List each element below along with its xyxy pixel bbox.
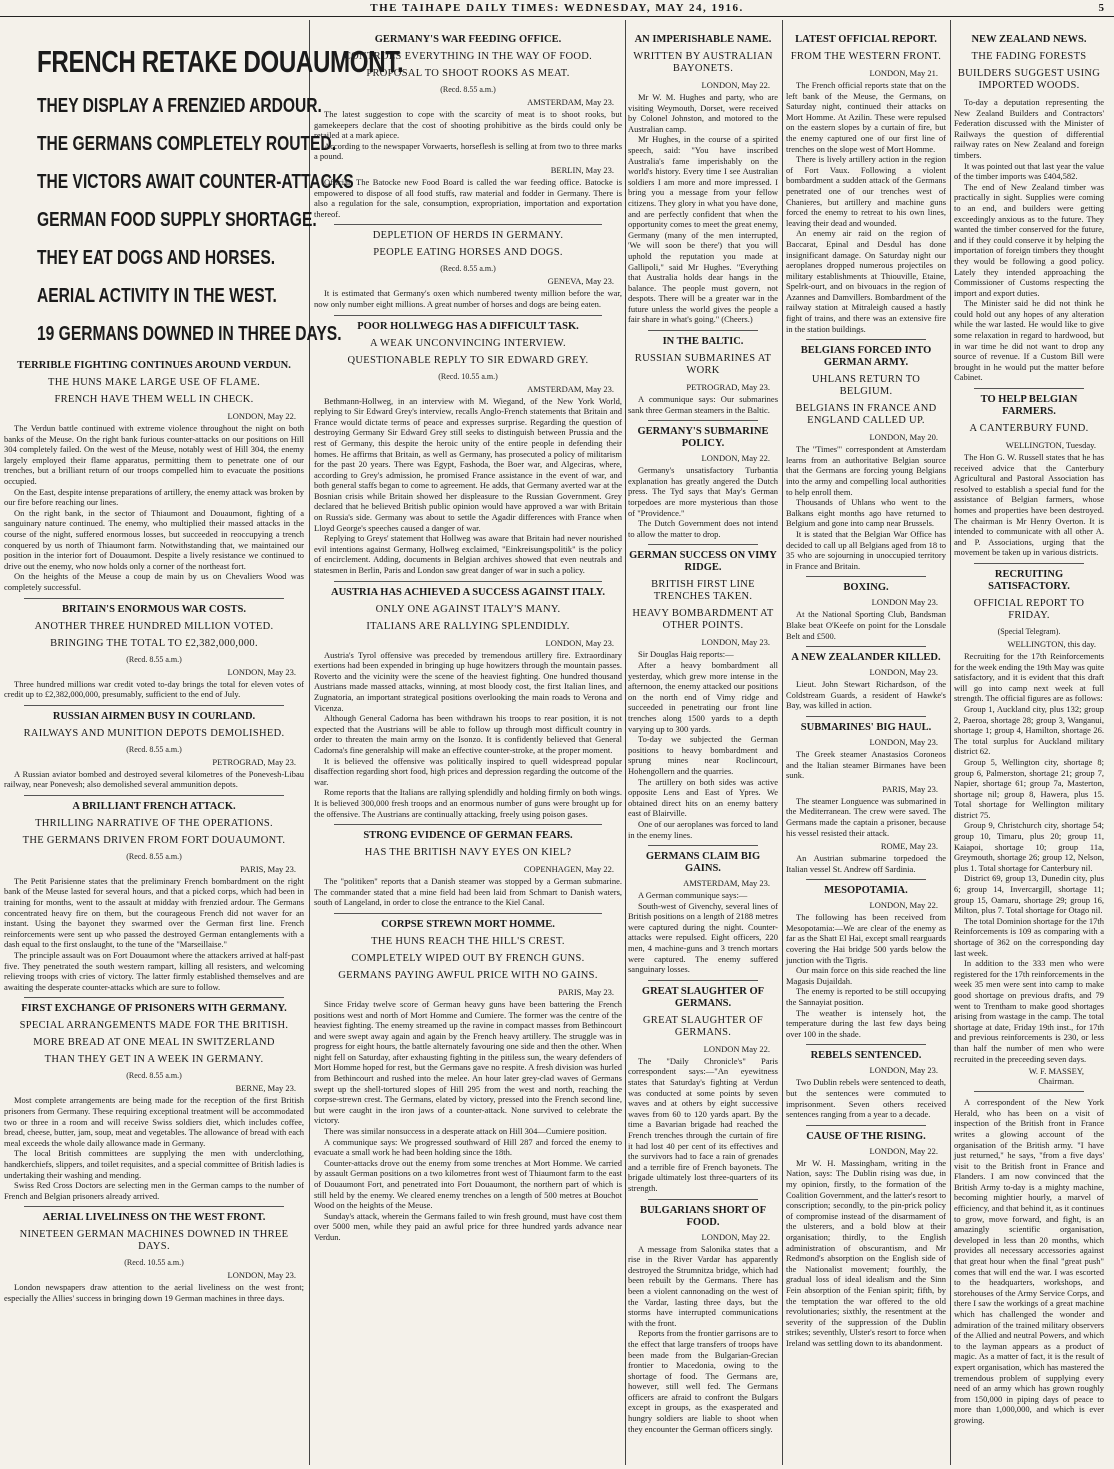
dateline: LONDON, May 22. bbox=[701, 453, 770, 464]
paragraph: The Dutch Government does not intend to allow the matter to drop. bbox=[628, 518, 778, 539]
article-headline: BOXING. bbox=[843, 582, 889, 594]
paragraph: A Russian aviator bombed and destroyed several kilometres of the Ponevesh-Libau railway, near Ponevesh; also demolished several ammunition depots. bbox=[4, 768, 304, 790]
article-headline: FIRST EXCHANGE OF PRISONERS WITH GERMANY. bbox=[21, 1003, 287, 1015]
paragraph: It was pointed out that last year the value of the timber imports was £404,582. bbox=[954, 160, 1104, 182]
received-time: (Recd. 8.55 a.m.) bbox=[440, 264, 496, 274]
paragraph: On the East, despite intense preparations of artillery, the enemy attack was broken by our fire before reaching our lines. bbox=[4, 486, 304, 508]
article-headline: TERRIBLE FIGHTING CONTINUES AROUND VERDUN. bbox=[17, 360, 291, 371]
article-headline: AN IMPERISHABLE NAME. bbox=[634, 34, 772, 45]
paragraph: To-day we subjected the German positions to heavy bombardment and sprung mines near Roclincourt, Hohengollern and the quarries. bbox=[628, 734, 778, 776]
article-headline: A BRILLIANT FRENCH ATTACK. bbox=[72, 800, 236, 812]
headline-deck: GERMAN FOOD SUPPLY SHORTAGE. bbox=[37, 209, 317, 231]
article-headline: TO HELP BELGIAN FARMERS. bbox=[980, 394, 1078, 418]
paragraph: Mr W. H. Massingham, writing in the Nation, says: The Dublin rising was due, in my opinion, firstly, to the formation of the Coalition Government, and the latter's resort to conscription; secondly, to the pin-prick policy of compromise instead of the disarmament of the ulsterers, and a bold blow at their organisation; thirdly, to the English administration of obscurantism, and Mr Redmond's absorption on the English side of the Nationalist movement; fourthly, the gradual loss of ideal idealism and the Sinn Fein absorption of the Fenian spirit; fifth, by the temptation the war offered to the old revolutionaries; sixthly, the resentment at the severity of the suppression of the Dublin strikes; seventhly, Ulster's resort to force when Ireland was settling down to its abandonment. bbox=[786, 1157, 946, 1348]
article-headline: STRONG EVIDENCE OF GERMAN FEARS. bbox=[363, 830, 573, 842]
page-number: 5 bbox=[1098, 2, 1104, 14]
article-deck: BELGIANS IN FRANCE AND ENGLAND CALLED UP. bbox=[795, 403, 937, 427]
dateline: LONDON, May 23. bbox=[545, 637, 614, 648]
dateline: PETROGRAD, May 23. bbox=[212, 756, 296, 767]
article-mesopotamia bbox=[786, 885, 946, 1039]
paragraph: Recruiting for the 17th Reinforcements for the week ending the 19th May was quite satisfactory, and it is evident that this draft will go into camp next week at full strength. The official figures are as follows: bbox=[954, 650, 1104, 704]
dateline: LONDON, May 23. bbox=[869, 667, 938, 678]
article-headline: CORPSE STREWN MORT HOMME. bbox=[381, 918, 555, 930]
dateline: AMSTERDAM, May 23. bbox=[527, 97, 614, 107]
column-4 bbox=[786, 30, 946, 1460]
paragraph: The Greek steamer Anastasios Coroneos and the Italian steamer Birmanes have been sunk. bbox=[786, 748, 946, 781]
paragraph: South-west of Givenchy, several lines of British positions on a length of 2188 metres were captured during the night. Counter-attacks were repulsed. Eight officers, 220 men, 4 machine-guns and 3 trench mortars were captured. The enemy suffered sanguinary losses. bbox=[628, 900, 778, 975]
divider bbox=[806, 339, 926, 340]
paragraph: A message from Salonika states that a rise in the River Vardar has apparently destroyed the Strumnitza bridge, which had been rebuilt by the Germans. There has been a violent cannonading on the west of the Vardar, lasting three days, but the storms have interrupted communications with the front. bbox=[628, 1243, 778, 1328]
article-headline: GERMANY'S WAR FEEDING OFFICE. bbox=[374, 34, 562, 45]
received-time: (Recd. 10.55 a.m.) bbox=[124, 1258, 184, 1268]
article-deck: HAS THE BRITISH NAVY EYES ON KIEL? bbox=[364, 847, 572, 859]
divider bbox=[648, 980, 758, 981]
paragraph: Mr W. M. Hughes and party, who are visiting Weymouth, Dorset, were received by Colonel Johnston, and motored to the Australian camp. bbox=[628, 92, 778, 134]
article-deck: THRILLING NARRATIVE OF THE OPERATIONS. bbox=[35, 817, 273, 829]
article-french-attack bbox=[4, 801, 304, 993]
received-time: (Recd. 10.55 a.m.) bbox=[438, 371, 498, 381]
article-deck: UHLANS RETURN TO BELGIUM. bbox=[811, 374, 921, 398]
article-headline: CAUSE OF THE RISING. bbox=[806, 1130, 926, 1142]
paragraph: Reports from the frontier garrisons are to the effect that large transfers of troops have been made from the Bulgarian-Grecian frontier to Macedonia, owing to the shortage of food. The Germans are, however, still well fed. The Germans officers are afraid to confront the Bulgars except in groups, as the exasperated and hungry soldiers are liable to shoot when they encounter the German officers singly. bbox=[628, 1328, 778, 1434]
paragraph: The end of New Zealand timber was practically in sight. Supplies were coming to an end, and builders were getting exceedingly anxious as to the future. They wanted the timber conserved for the future, and if they could conserve it by helping the importation of foreign timbers they thought they would be following a good policy. Lately they intended approaching the Commissioner of Customs respecting the import and export duties. bbox=[954, 181, 1104, 298]
paragraph: It is believed the offensive was politically inspired to quell widespread popular disaffection regarding short food, high prices and depression regarding the outcome of the war. bbox=[314, 755, 622, 787]
article-headline: GERMAN SUCCESS ON VIMY RIDGE. bbox=[629, 550, 777, 574]
divider bbox=[806, 576, 926, 577]
divider bbox=[334, 913, 602, 914]
article-war-costs bbox=[4, 604, 304, 700]
paragraph: It is estimated that Germany's oxen which numbered twenty million before the war, now only number eight millions. A great number of horses and dogs are being eaten. bbox=[314, 288, 622, 309]
article-bulgarians bbox=[628, 1205, 778, 1435]
headline-deck: THEY EAT DOGS AND HORSES. bbox=[37, 247, 276, 269]
paragraph: Group 5, Wellington city, shortage 8; group 6, Palmerston, shortage 21; group 7, Napier, shortage 61; group 7a, Masterton, shortage nil; group 8, Hawera, plus 15. Total shortage for Wellington military district 75. bbox=[954, 756, 1104, 820]
received-time: (Recd. 8.55 a.m.) bbox=[126, 744, 182, 754]
article-headline: RECRUITING SATISFACTORY. bbox=[988, 568, 1070, 592]
divider bbox=[24, 705, 284, 706]
paragraph: One of our aeroplanes was forced to land in the enemy lines. bbox=[628, 818, 778, 840]
masthead bbox=[0, 0, 1114, 17]
headline-deck: 19 GERMANS DOWNED IN THREE DAYS. bbox=[37, 323, 342, 345]
article-big-gains bbox=[628, 851, 778, 975]
paragraph: There is lively artillery action in the region of Fort Vaux. Following a violent bombardment a sudden attack of the Germans penetrated one of our trenches west of Chanieres, but artillery and machine guns forced the enemy to retreat to his own lines, leaving their dead and wounded. bbox=[786, 154, 946, 228]
article-nz-news bbox=[954, 34, 1104, 383]
paragraph: The "Times'" correspondent at Amsterdam learns from an authoritative Belgian source that the Germans are forcing young Belgians into the army and compelling local authorities to help enroll them. bbox=[786, 444, 946, 497]
divider bbox=[806, 1125, 926, 1126]
paragraph: There was similar nonsuccess in a desperate attack on Hill 304—Cumiere position. bbox=[324, 1126, 607, 1137]
article-deck: A CANTERBURY FUND. bbox=[969, 423, 1089, 435]
paragraph: The following has been received from Mesopotamia:—We are clear of the enemy as far as the Shatt El Hai, except small rearguards covering the Hai bridge 500 yards below the junction with the Tigris. bbox=[786, 912, 946, 965]
article-deck: RUSSIAN SUBMARINES AT WORK bbox=[634, 353, 772, 377]
signature-role: Chairman. bbox=[1038, 1076, 1074, 1087]
article-aerial bbox=[4, 1212, 304, 1303]
paragraph: District 69, group 13, Dunedin city, plus 6; group 14, Invercargill, shortage 11; group 15, Oamaru, shortage 29; group 16, Milton, plus 7. Total shortage for Otago nil. bbox=[954, 873, 1104, 916]
article-mort-homme bbox=[314, 919, 622, 1243]
dateline: LONDON, May 22. bbox=[701, 1231, 770, 1242]
article-deck: THE HUNS MAKE LARGE USE OF FLAME. bbox=[47, 377, 261, 388]
divider bbox=[24, 598, 284, 599]
newspaper-title: THE TAIHAPE DAILY TIMES: WEDNESDAY, MAY 24, 1916. bbox=[370, 2, 744, 14]
divider bbox=[806, 879, 926, 880]
article-kiel bbox=[314, 830, 622, 908]
article-hollwegg bbox=[314, 321, 622, 576]
article-headline: AUSTRIA HAS ACHIEVED A SUCCESS AGAINST ITALY. bbox=[331, 586, 605, 598]
article-headline: REBELS SENTENCED. bbox=[810, 1050, 922, 1062]
article-deck: HEAVY BOMBARDMENT AT OTHER POINTS. bbox=[632, 608, 774, 632]
paragraph: The French official reports state that on the left bank of the Meuse, the Germans, on Saturday night, continued their attacks on Mort Homme. At Azilin. These were repulsed on the eastern slopes by a curtain of fire, but the enemy captured one of our first line of trenches on the slope west of Mort Homme. bbox=[786, 80, 946, 154]
dateline: LONDON, May 23. bbox=[227, 666, 296, 677]
article-deck: FRENCH HAVE THEM WELL IN CHECK. bbox=[54, 394, 254, 405]
dateline: WELLINGTON, Tuesday. bbox=[1005, 440, 1096, 451]
paragraph: A communique says: Our submarines sank three German steamers in the Baltic. bbox=[628, 394, 778, 415]
article-deck: QUESTIONABLE REPLY TO SIR EDWARD GREY. bbox=[347, 354, 589, 366]
paragraph: Rome reports that the Italians are rallying splendidly and holding firmly on both wings. It is believed 300,000 fresh troops and an enormous number of guns were brought up for the offensive. The Austrians are continually attacking, freely using poison gases. bbox=[314, 787, 622, 819]
article-nzer-killed bbox=[786, 652, 946, 711]
paragraph: The artillery on both sides was active opposite Lens and East of Ypres. We obtained direct hits on an enemy battery east of Blairville. bbox=[628, 776, 778, 819]
article-belgian-farmers bbox=[954, 394, 1104, 558]
paragraph: Counter-attacks drove out the enemy from some trenches at Mort Homme. We carried by assault German positions on a two kilometres front west of Thiaumont farm to the east of Douaumont Fort, and penetrated into Fort Douaumont, the northern part of which is still held by the enemy. We cleared enemy trenches on a length of 500 metres at Bouchot Wood on the heights of the Meuse. bbox=[314, 1157, 622, 1211]
article-deck: SPECIAL ARRANGEMENTS MADE FOR THE BRITISH. bbox=[19, 1020, 289, 1032]
article-headline: IN THE BALTIC. bbox=[662, 336, 744, 348]
article-deck: THAN THEY GET IN A WEEK IN GERMANY. bbox=[44, 1054, 264, 1066]
paragraph: On the heights of the Meuse a coup de main by us on Chevaliers Wood was completely successful. bbox=[4, 571, 304, 592]
article-deck: BUILDERS SUGGEST USING IMPORTED WOODS. bbox=[957, 68, 1101, 91]
article-deck: A WEAK UNCONVINCING INTERVIEW. bbox=[370, 337, 566, 349]
paragraph: Official: The Batocke new Food Board is called the war feeding office. Batocke is empowered to dispose of all food stuffs, raw material and fodder in Germany. There is also a regulation for the sale, consumption, expropriation, importation and exportation thereof. bbox=[314, 176, 622, 219]
article-belgians bbox=[786, 345, 946, 571]
dateline: LONDON, May 22. bbox=[227, 411, 296, 421]
divider bbox=[334, 224, 602, 225]
divider bbox=[648, 1199, 758, 1200]
paragraph: Group 1, Auckland city, plus 132; group 2, Paeroa, shortage 28; group 3, Wanganui, shortage 1; group 4, Hamilton, shortage 26. The total surplus for Auckland military district 62. bbox=[954, 703, 1104, 757]
dateline: LONDON, May 23. bbox=[227, 1270, 296, 1281]
paragraph: A German communique says:— bbox=[638, 890, 748, 901]
column-2 bbox=[314, 30, 622, 1460]
article-deck: PEOPLE EATING HORSES AND DOGS. bbox=[373, 247, 563, 259]
received-time: (Recd. 8.55 a.m.) bbox=[126, 654, 182, 664]
article-verdun bbox=[4, 360, 304, 593]
paragraph: The principle assault was on Fort Douaumont where the attackers arrived at half-past five. They penetrated the south western rampart, killing all resisters, and welcoming relieving troops with cries of victory. The latter firmly established themselves and are awaiting the desperate counter-attacks which are sure to follow. bbox=[4, 950, 304, 992]
paragraph: Sunday's attack, wherein the Germans failed to win fresh ground, must have cost them over 5000 men, while they paid an awful price for three hundred yards advance near Verdun. bbox=[314, 1210, 622, 1242]
paragraph: Mr Hughes, in the course of a spirited speech, said: "You have inscribed Australia's fame imperishably on the world's history. Every time I see Australian soldiers I am more and more impressed. I bring you a message from your fellow citizens. They glory in what you have done, and are perfectly confident that when the opportunity comes to meet the great enemy, Germany (many of the men interrupted, 'We will soon be there') that you will uphold the reputation you made at Gallipoli," said Mr Hughes. "Everything that Australia holds dear hangs in the balance. The people must govern, not despots. There will be a greater war in the future unless the world gives the people a fair share in what's going." (Cheers.) bbox=[628, 134, 778, 325]
paragraph: The local British committees are supplying the men with underclothing, handkerchiefs, slippers, and toilet requisites, and a special committee of British ladies is undertaking their washing and mending. bbox=[4, 1148, 304, 1180]
paragraph: A correspondent of the New York Herald, who has been on a visit of inspection of the British front in France writes a glowing account of the organisation of the British army. "I have just returned," he says, "from a five days' visit to the British front in France and Flanders. I am now convinced that the British Army to-day is a mighty machine, becoming mightier hourly, a marvel of efficiency, and that behind it, as it continues to grow, move forward, and fight, is an amazingly scientific organisation, developed in less than 20 months, which provides all necessary accessories against that great hour when the final "great push" comes that will end the war. I was escorted to the headquarters, workshops, and storehouses of the Army Service Corps, and there I saw the workings of a great machine which has challenged the wonder and admiration of the trained military observers of the Allied and neutral Powers, and which to the layman appears as a product of magic. As a matter of fact, it is the result of expert organisation, which has mastered the tremendous problem of supplying every need of an army which has grown roughly from 150,000 in piping days of peace to more than 1,000,000, and which is ever growing. bbox=[954, 1097, 1104, 1425]
paragraph: At the National Sporting Club, Bandsman Blake beat O'Keefe on point for the Lonsdale Belt and £500. bbox=[786, 609, 946, 641]
article-boxing bbox=[786, 582, 946, 641]
paragraph: An Austrian submarine torpedoed the Italian vessel St. Andrew off Sardinia. bbox=[786, 853, 946, 874]
article-deck: DEPLETION OF HERDS IN GERMANY. bbox=[372, 230, 564, 242]
dateline: AMSTERDAM, May 23. bbox=[527, 383, 614, 394]
article-courland bbox=[4, 711, 304, 790]
divider bbox=[334, 581, 602, 582]
dateline: WELLINGTON, this day. bbox=[1007, 638, 1096, 649]
received-time: (Recd. 8.55 a.m.) bbox=[126, 1071, 182, 1081]
received-time: (Special Telegram). bbox=[997, 626, 1061, 636]
divider bbox=[974, 563, 1084, 564]
paragraph: The "politiken" reports that a Danish steamer was stopped by a German submarine. The commander stated that a mine field had been laid from Schmart to Danish waters, south of Langeland, in order to close the entrance to the Kiel Canal. bbox=[314, 876, 622, 908]
paragraph: Bethmann-Hollweg, in an interview with M. Wiegand, of the New York World, replying to Sir Edward Grey's interview, recalls Anglo-French statements that Britain and France would dictate terms of peace and expresses surprise. Regarding the question of destroying Germany Sir Edward Grey still seeks to distinguish between Prussia and the rest of Germany, this despite the heroic unity of the entire people in defending their homes. He affirms that Britain, as well as Germany, has prosecuted a policy of militarism for the past 20 years. There was Egypt, Fashoda, the Boer war, and Algeciras, where, according to Grey's admission, he promised France assistance in the event of war, and both general staffs began to come to agreement. He adds, that Germany averted war at the Bosnian crisis while Britain showed her displeasure to the Russian Government. Grey declared that he believed British public opinion would have approved a war with Britain on Russia's side. Germany was about to settle the Agadir differences with France when Lloyd George's speeches caused a danger of war. bbox=[314, 395, 622, 533]
article-deck: MORE BREAD AT ONE MEAL IN SWITZERLAND bbox=[33, 1037, 275, 1049]
dateline: BERNE, May 23. bbox=[235, 1083, 296, 1094]
received-time: (Recd. 8.55 a.m.) bbox=[440, 85, 496, 94]
article-vimy bbox=[628, 550, 778, 840]
dateline: LONDON, May 22. bbox=[701, 80, 770, 90]
article-headline: POOR HOLLWEGG HAS A DIFFICULT TASK. bbox=[357, 320, 579, 332]
paragraph: The Verdun battle continued with extreme violence throughout the night on both banks of the Meuse. On the right bank furious counter-attacks on our positions on Hill 304 completely failed. On the west of the Meuse, notably west of Hill 304, the enemy largely employed their flame apparatus, permitting them to penetrate one of our trenches, but a brilliant return of our troops compelled him to evacuate the positions occupied. bbox=[4, 423, 304, 486]
article-headline: GERMANS CLAIM BIG GAINS. bbox=[645, 851, 761, 875]
dateline: COPENHAGEN, May 22. bbox=[523, 864, 614, 875]
paragraph: The "Daily Chronicle's" Paris correspondent says:—"An eyewitness states that Saturday's fighting at Verdun was conducted at some points by seven waves and at others by eight successive waves from 60 to 120 yards apart. By the time a Bavarian brigade had reached the French trenches through the curtain of fire it had lost 40 per cent of its effectives and the survivors had to face a rain of grenades and a terrible fire of French bayonets. The brigade ultimately lost three-quarters of its strength. bbox=[628, 1055, 778, 1193]
paragraph: On the right bank, in the sector of Thiaumont and Douaumont, fighting of a sanguinary nature continued. The enemy, who multiplied their massed attacks in the course of the night, suffered enormous losses, but succeeded in reoccupying a trench conquered by us north of Thiaumont farm. Notwithstanding that, we maintained our position in the interior fort of Douaumont. Despite a lively resistance we continued to drive out the enemy, who now holds only a corner of the northeast fort. bbox=[4, 507, 304, 571]
divider bbox=[24, 795, 284, 796]
paragraph: Most complete arrangements are being made for the reception of the first British prisoners from Germany. These requiring exceptional treatment will be accommodated two or three in a room and will receive Swiss soldiers diet, which includes coffee, bread, cheese, butter, jam, soup, meat and vegetables. The allowance of bread with each meal exceeds the whole daily allowance made in Germany. bbox=[4, 1095, 304, 1148]
divider bbox=[974, 388, 1084, 389]
paragraph: After a heavy bombardment all yesterday, which grew more intense in the afternoon, the enemy attacked our positions on the north end of Vimy ridge and succeeded in penetrating our front line trenches along 1500 yards to a depth varying up to 300 yards. bbox=[628, 660, 778, 734]
divider bbox=[334, 315, 602, 316]
article-deck: ONLY ONE AGAINST ITALY'S MANY. bbox=[375, 603, 561, 615]
article-headline: GERMANY'S SUBMARINE POLICY. bbox=[637, 426, 769, 450]
dateline: LONDON, May 22. bbox=[869, 900, 938, 911]
article-italy bbox=[314, 587, 622, 820]
divider bbox=[648, 330, 758, 331]
dateline: AMSTERDAM, May 23. bbox=[683, 878, 770, 889]
article-submarine-policy bbox=[628, 426, 778, 539]
article-deck: BRITISH FIRST LINE TRENCHES TAKEN. bbox=[651, 579, 755, 603]
article-deck: THE FADING FORESTS bbox=[971, 51, 1087, 62]
paragraph: Swiss Red Cross Doctors are selecting men in the German camps to the number of French and Belgian prisoners already arrived. bbox=[4, 1180, 304, 1201]
dateline: LONDON, May 23. bbox=[869, 736, 938, 747]
paragraph: The Petit Parisienne states that the preliminary French bombardment on the right bank of the Meuse lasted for several hours, and that a picked corps, which had been in training for months, went to the assault at midday with frenzied ardour. The Germans concentrated heavy fire on them, but the courageous French did not waver for an instant. Using the bayonet they swarmed over the German first line. French reinforcements were sent up who passed the destroyed German entanglements with a dash equal to the first onslaught, to the tune of the "Marseillaise." bbox=[4, 875, 304, 950]
paragraph: The steamer Longuence was submarined in the Mediterranean. The crew were saved. The Germans made the captain a prisoner, because his vessel resisted their attack. bbox=[786, 795, 946, 838]
article-headline: GREAT SLAUGHTER OF GERMANS. bbox=[641, 985, 765, 1009]
article-deck: THE GERMANS DRIVEN FROM FORT DOUAUMONT. bbox=[22, 834, 286, 846]
paragraph: An enemy air raid on the region of Baccarat, Epinal and Desdul has done insignificant damage. On Saturday night our aeroplanes dropped numerous projectiles on military establishments at Thiouville, Etaine, Spelrk-ourt, and on bivouacs in the region of Azannes and Damvillers. Bombardment of the railway station at Mitraleigh caused a hastly fight of trains, and there was an extensive fire in the station buildings. bbox=[786, 228, 946, 334]
article-headline: A NEW ZEALANDER KILLED. bbox=[791, 652, 941, 664]
paragraph: Thousands of Uhlans who went to the Balkans eight months ago have returned to Belgium and gone into camp near Brussels. bbox=[786, 497, 946, 529]
paragraph: According to the newspaper Vorwaerts, horseflesh is selling at from two to three marks a pound. bbox=[314, 140, 622, 162]
article-latest-report bbox=[786, 34, 946, 334]
dateline: LONDON, May 22. bbox=[869, 1145, 938, 1156]
dateline: PARIS, May 23. bbox=[882, 783, 938, 794]
article-headline: BULGARIANS SHORT OF FOOD. bbox=[639, 1204, 767, 1228]
paragraph: Sir Douglas Haig reports:— bbox=[638, 649, 734, 660]
article-headline: BELGIANS FORCED INTO GERMAN ARMY. bbox=[800, 345, 932, 369]
paragraph: Austria's Tyrol offensive was preceded by tremendous artillery fire. Extraordinary exertions had been expended in bringing up huge howitzers through the mountain passes. Roverto and the vicinity were the scene of the heaviest fighting. One hundred thousand Austrians made massed attacks, winning, at most bloody cost, the first Italian lines, and Zugnatoria, an important strategical positions overlooking the main roads to Verona and Vicenza. bbox=[314, 649, 622, 713]
article-deck: GREAT SLAUGHTER OF GERMANS. bbox=[642, 1014, 764, 1038]
article-recruiting bbox=[954, 569, 1104, 1086]
dateline: LONDON, May 23. bbox=[869, 1065, 938, 1076]
paragraph: In addition to the 333 men who were registered for the 17th reinforcements in the week 35 men were sent into camp to make good shortage on previous drafts, and 79 went to Trentham to make good shortages arising from wastage in the camp. The total shortage at date, Friday 19th inst., for 17th and previous reinforcements is 230, or less than half the number of men who were recruited in the preceeding seven days. bbox=[954, 958, 1104, 1064]
dateline: LONDON May 22. bbox=[703, 1043, 770, 1054]
headline-deck: THE VICTORS AWAIT COUNTER-ATTACKS bbox=[37, 171, 354, 193]
column-1 bbox=[4, 30, 404, 1460]
article-headline: BRITAIN'S ENORMOUS WAR COSTS. bbox=[62, 603, 246, 615]
dateline: GENEVA, May 23. bbox=[547, 276, 614, 287]
paragraph: The latest suggestion to cope with the scarcity of meat is to shoot rooks, but gamekeepers declare that the cost of shooting prohibitive as the birds could only be retailed at a mark apiece. bbox=[314, 109, 622, 141]
paragraph: Three hundred millions war credit voted to-day brings the total for eleven votes of credit up to £2,382,000,000, presumably, sufficient to the end of July. bbox=[4, 678, 304, 700]
paragraph: The total Dominion shortage for the 17th Reinforcements is 109 as comparing with a shortage of 362 on the corresponding day last week. bbox=[954, 915, 1104, 958]
column-rule bbox=[950, 20, 951, 1465]
divider bbox=[806, 646, 926, 647]
main-headline: FRENCH RETAKE DOUAUMONT. bbox=[37, 44, 404, 79]
paragraph: The weather is intensely hot, the temperature during the last few days being over 100 in the shade. bbox=[786, 1007, 946, 1039]
headline-deck: THE GERMANS COMPLETELY ROUTED. bbox=[37, 133, 337, 155]
article-headline: LATEST OFFICIAL REPORT. bbox=[795, 34, 937, 45]
headline-deck: THEY DISPLAY A FRENZIED ARDOUR. bbox=[37, 95, 322, 117]
column-rule bbox=[625, 20, 626, 1465]
article-prisoners bbox=[4, 1003, 304, 1201]
paragraph: Two Dublin rebels were sentenced to death, but the sentences were commuted to imprisonment. Seven others received sentences ranging from a year to a decade. bbox=[786, 1077, 946, 1120]
paragraph: The Minister said he did not think he could hold out any hopes of any alteration while the war lasted. He would like to give some relaxation in regard to hardwood, but in war time he did not want to drop any source of revenue. If a Custom Bill were brought in he would put the matter before Cabinet. bbox=[954, 298, 1104, 383]
paragraph: The enemy is reported to be still occupying the Sannayiat position. bbox=[786, 986, 946, 1008]
article-baltic bbox=[628, 336, 778, 415]
article-submarines-haul bbox=[786, 722, 946, 874]
column-rule bbox=[782, 20, 783, 1465]
article-deck: CONTROLS EVERYTHING IN THE WAY OF FOOD. bbox=[343, 51, 593, 62]
paragraph: Although General Cadorna has been withdrawn his troops to rear position, it is not expected that the Austrians will be able to follow up through most difficult country in order to threaten the main army on the Isonzo. It is confidently believed that General Cadorna's fine generalship will make an effective counter-stroke, at the proper moment. bbox=[314, 713, 622, 755]
article-correspondent bbox=[954, 1097, 1104, 1425]
article-deck: THE HUNS REACH THE HILL'S CREST. bbox=[371, 935, 565, 947]
dateline: LONDON, May 23. bbox=[701, 637, 770, 648]
dateline: ROME, May 23. bbox=[880, 841, 938, 852]
paragraph: Lieut. John Stewart Richardson, of the Coldstream Guards, a resident of Hawke's Bay, was killed in action. bbox=[786, 679, 946, 711]
column-3 bbox=[628, 30, 778, 1460]
article-deck: ANOTHER THREE HUNDRED MILLION VOTED. bbox=[34, 620, 274, 632]
paragraph: Group 9, Christchurch city, shortage 54; group 10, Timaru, plus 20; group 11, Kaiapoi, shortage 10; group 11a, Greymouth, shortage 26; group 12, Nelson, plus 1. Total shortage for Canterbury nil. bbox=[954, 820, 1104, 873]
received-time: (Recd. 8.55 a.m.) bbox=[126, 851, 182, 861]
paragraph: The Hon G. W. Russell states that he has received advice that the Canterbury Agricultural and Pastoral Association has resolved to establish a special fund for the assistance of Belgian farmers, whose homes and properties have been destroyed. The chairman is Mr Henry Overton. It is intended to communicate with all other A. and P. Associations, urging that the movement be taken up in various districts. bbox=[954, 452, 1104, 558]
divider bbox=[806, 716, 926, 717]
paragraph: Germany's unsatisfactory Turbantia explanation has greatly angered the Dutch press. The Tyd says that May's German torpedoes are more mysterious than those of "Providence." bbox=[628, 465, 778, 518]
article-rising bbox=[786, 1131, 946, 1349]
paragraph: It is stated that the Belgian War Office has decided to call up all Belgians aged from 18 to 35 who are sojourning in unoccupied territory in France and Britain. bbox=[786, 529, 946, 571]
paragraph: To-day a deputation representing the New Zealand Builders and Contractors' Federation discussed with the Minister of Railways the question of differential railway rates on New Zealand and foreign timbers. bbox=[954, 97, 1104, 160]
article-deck: BRINGING THE TOTAL TO £2,382,000,000. bbox=[50, 637, 258, 649]
article-slaughter bbox=[628, 986, 778, 1194]
dateline: LONDON, May 20. bbox=[869, 432, 938, 443]
article-deck: OFFICIAL REPORT TO FRIDAY. bbox=[973, 597, 1085, 621]
paragraph: Since Friday twelve score of German heavy guns have been battering the French positions west and north of Mort Homme and Cumiere. The former was the centre of the heaviest fighting. The enemy streamed up the ravine in compact masses from Bethincourt and were swept away again and again by the French heavy artillery. The struggle was in progress for eight hours, the battle alternately favouring one side and then the other. When night fell on Saturday, after exhausting fighting in the pitiless sun, the weary defenders of Mort Homme hoped for rest, but the Germans gave no respite. A fresh division was hurled from Bethincourt and rushed into the melee. An hour later grey-clad waves of Germans swept up the shell-tortured slopes of Hill 295 from the west and north, reaching the corpse-strewn crest. The Germans, elated by victory, pressed into the French second line, but were caught in the iron jaws of a counter-attack. None survived to celebrate the victory. bbox=[314, 998, 622, 1126]
article-deck: PROPOSAL TO SHOOT ROOKS AS MEAT. bbox=[366, 68, 570, 79]
divider bbox=[334, 824, 602, 825]
article-deck: RAILWAYS AND MUNITION DEPOTS DEMOLISHED. bbox=[23, 727, 285, 739]
article-deck: WRITTEN BY AUSTRALIAN BAYONETS. bbox=[633, 51, 773, 74]
article-headline: MESOPOTAMIA. bbox=[824, 885, 908, 897]
article-headline: SUBMARINES' BIG HAUL. bbox=[800, 721, 932, 733]
article-herds bbox=[314, 230, 622, 309]
signature: W. F. MASSEY, bbox=[1028, 1066, 1084, 1077]
divider bbox=[24, 997, 284, 998]
headline-deck: AERIAL ACTIVITY IN THE WEST. bbox=[37, 285, 277, 307]
article-headline: RUSSIAN AIRMEN BUSY IN COURLAND. bbox=[52, 710, 256, 722]
divider bbox=[24, 1206, 284, 1207]
article-headline: NEW ZEALAND NEWS. bbox=[971, 34, 1087, 45]
dateline: LONDON May 23. bbox=[871, 597, 938, 608]
article-headline: AERIAL LIVELINESS ON THE WEST FRONT. bbox=[42, 1212, 266, 1224]
dateline: PARIS, May 23. bbox=[240, 863, 296, 874]
article-deck: FROM THE WESTERN FRONT. bbox=[790, 51, 942, 62]
column-rule bbox=[309, 20, 310, 1465]
paragraph: A communique says: We progressed southward of Hill 287 and forced the enemy to evacuate a small work he had been holding since the 18th. bbox=[314, 1136, 622, 1158]
column-5 bbox=[954, 30, 1104, 1460]
dateline: PARIS, May 23. bbox=[558, 986, 614, 997]
divider bbox=[648, 420, 758, 421]
article-deck: NINETEEN GERMAN MACHINES DOWNED IN THREE DAYS. bbox=[19, 1229, 289, 1253]
paragraph: Replying to Greys' statement that Hollweg was aware that Britain had never nourished evil intentions against Germany, Hollweg exclaimed, "Einkreisungspolitik" is the policy of encirclement. Adding, documents in Belgian archives showed that even neutrals and statesmen in Berlin, Paris and London saw great danger of war in such a policy. bbox=[314, 533, 622, 576]
article-deck: ITALIANS ARE RALLYING SPLENDIDLY. bbox=[366, 620, 570, 632]
paragraph: Our main force on this side reached the line Magasis Dujaildah. bbox=[786, 965, 946, 986]
dateline: BERLIN, May 23. bbox=[550, 164, 614, 175]
paragraph: London newspapers draw attention to the aerial liveliness on the west front; especially the Allies' success in bringing down 19 German machines in three days. bbox=[4, 1282, 304, 1303]
divider bbox=[806, 1044, 926, 1045]
article-deck: COMPLETELY WIPED OUT BY FRENCH GUNS. bbox=[351, 952, 585, 964]
divider bbox=[648, 544, 758, 545]
divider bbox=[648, 845, 758, 846]
divider bbox=[974, 1091, 1084, 1092]
article-rebels bbox=[786, 1050, 946, 1119]
article-war-feeding bbox=[314, 34, 622, 219]
dateline: PETROGRAD, May 23. bbox=[686, 382, 770, 393]
article-deck: GERMANS PAYING AWFUL PRICE WITH NO GAINS. bbox=[338, 969, 598, 981]
dateline: LONDON, May 21. bbox=[869, 68, 938, 78]
article-imperishable bbox=[628, 34, 778, 325]
